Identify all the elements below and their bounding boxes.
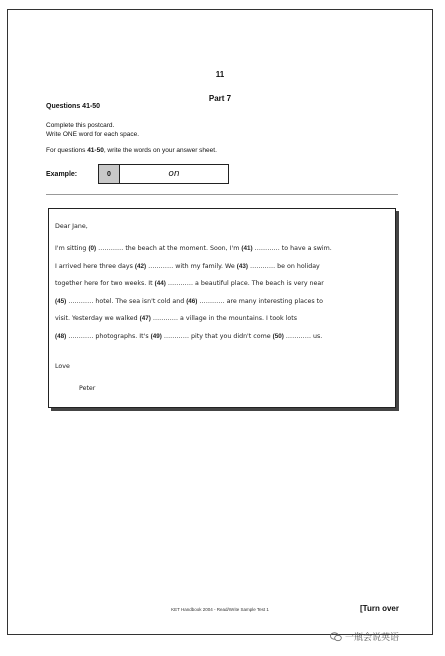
postcard <box>48 208 396 408</box>
postcard-text: I arrived here three days <box>55 262 135 270</box>
postcard-line <box>55 315 297 322</box>
postcard-text: ………… the beach at the moment. Soon, I'm <box>96 245 242 252</box>
footer-source: KET Handbook 2004 - Read/Write Sample Test 1 <box>171 607 269 612</box>
postcard-line <box>55 333 322 340</box>
postcard-text: ………… pity that you didn't come <box>161 332 273 340</box>
postcard-text: visit. Yesterday we walked <box>55 315 140 322</box>
postcard-text: together here for two weeks. It <box>55 280 155 287</box>
gap-number: (42) <box>134 262 147 270</box>
gap-number: (0) <box>88 245 97 252</box>
gap-number: (41) <box>241 245 253 252</box>
postcard-signature: Peter <box>79 385 96 392</box>
watermark-text: 一瓶会说英语 <box>345 632 400 642</box>
example-label: Example: <box>46 171 78 178</box>
postcard-text: I'm sitting <box>55 245 89 252</box>
watermark <box>330 630 399 643</box>
exam-page <box>7 9 433 635</box>
postcard-text: ………… photographs. It's <box>66 332 151 340</box>
instruction-line-3-post: , write the words on your answer sheet. <box>103 147 217 154</box>
instruction-line-3-range: 41-50 <box>87 147 104 154</box>
postcard-text: ………… a village in the mountains. I took lots <box>150 315 298 322</box>
postcard-closing: Love <box>55 363 70 370</box>
postcard-text: ………… hotel. The sea isn't cold and <box>66 297 187 305</box>
postcard-line <box>55 298 323 305</box>
postcard-text: ………… with my family. We <box>146 262 237 270</box>
gap-number: (46) <box>186 297 198 305</box>
divider <box>46 194 398 195</box>
postcard-line <box>55 263 320 270</box>
example-box <box>98 164 229 184</box>
postcard-line <box>55 245 332 252</box>
instruction-line-3-pre: For questions <box>46 147 88 154</box>
postcard-text: ………… a beautiful place. The beach is very near <box>165 280 324 287</box>
instruction-line-3 <box>46 147 217 154</box>
part-heading: Part 7 <box>208 94 232 103</box>
postcard-text: ………… to have a swim. <box>252 245 332 252</box>
gap-number: (45) <box>55 297 67 305</box>
wechat-icon <box>330 632 342 642</box>
gap-number: (43) <box>236 262 248 270</box>
gap-number: (44) <box>154 280 166 287</box>
postcard-text: ………… us. <box>283 332 323 340</box>
gap-number: (47) <box>139 315 151 322</box>
instruction-line-1: Complete this postcard. <box>46 122 115 129</box>
gap-number: (48) <box>55 332 67 340</box>
postcard-line <box>55 280 324 287</box>
gap-number: (49) <box>150 332 162 340</box>
gap-number: (50) <box>272 332 284 340</box>
page-number: 11 <box>215 70 225 79</box>
example-number: 0 <box>99 165 120 183</box>
turn-over-label: [Turn over <box>360 604 399 613</box>
postcard-text: ………… are many interesting places to <box>197 297 323 305</box>
postcard-greeting: Dear Jane, <box>55 223 88 230</box>
questions-title: Questions 41-50 <box>46 103 101 110</box>
example-answer: on <box>168 169 180 179</box>
instruction-line-2: Write ONE word for each space. <box>46 131 140 138</box>
postcard-text: ………… be on holiday <box>247 262 320 270</box>
